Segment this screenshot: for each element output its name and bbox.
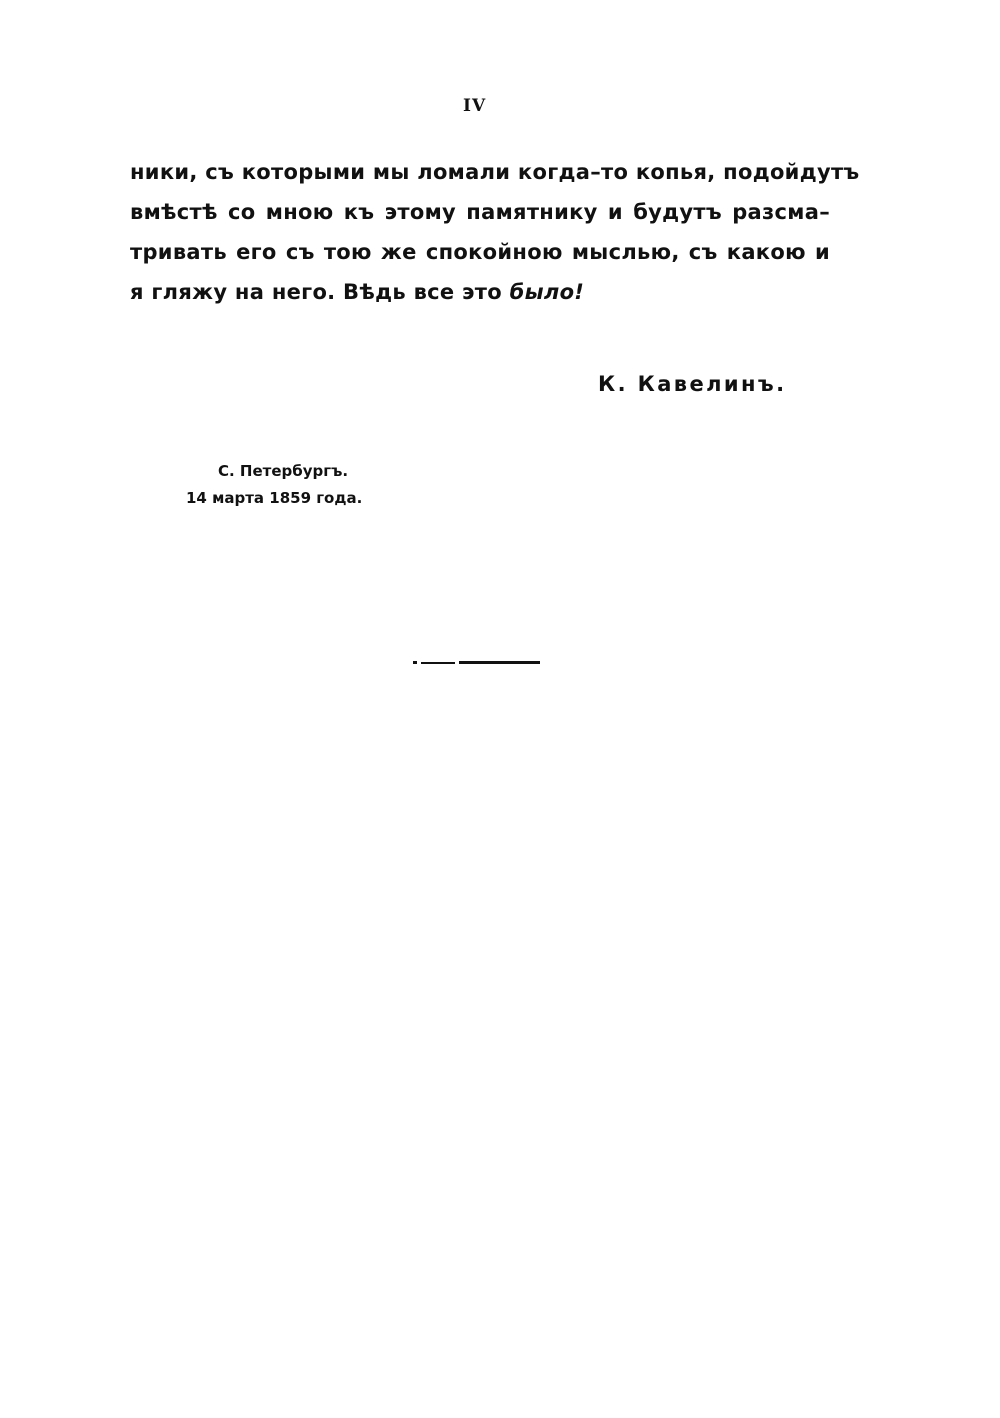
end-rule-divider [413,661,540,664]
body-paragraph [130,152,860,312]
text-line-2: вмѣстѣ со мною къ этому памятнику и будутъ разсма– [130,200,830,224]
end-rule-long-segment [459,661,540,664]
dateline-place: С. Петербургъ. [218,462,349,480]
page-number: IV [463,96,487,116]
end-rule-dot [413,661,417,664]
text-line-4 [130,272,830,312]
author-signature: К. Кавелинъ. [598,372,787,396]
text-line-1: ники, съ которыми мы ломали когда–то копья, подойдутъ [130,160,860,184]
dateline [186,458,362,512]
end-rule-short-segment [421,662,455,664]
text-line-3: тривать его съ тою же спокойною мыслью, съ какою и [130,240,830,264]
text-line-4-italic: было! [509,280,585,304]
dateline-date: 14 марта 1859 года. [186,489,363,507]
text-line-4-roman: я гляжу на него. Вѣдь все это [130,280,503,304]
